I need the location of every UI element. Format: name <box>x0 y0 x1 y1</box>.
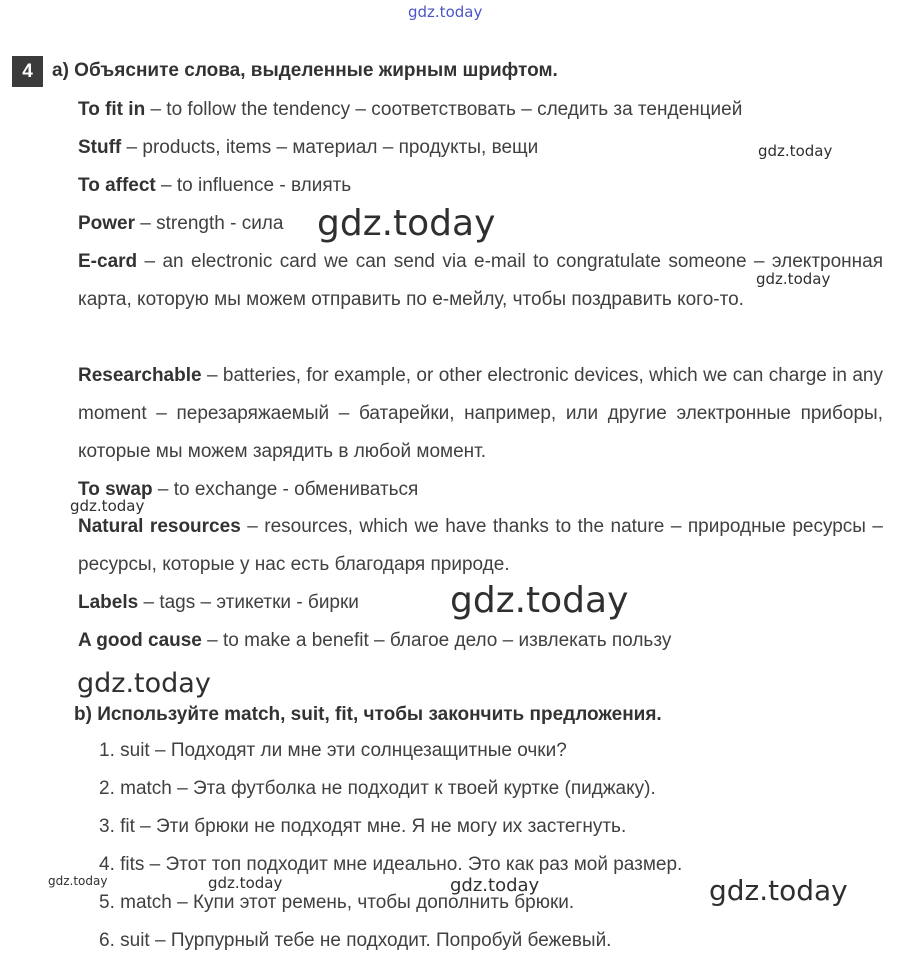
watermark: gdz.today <box>48 874 108 888</box>
answer-2: 2. match – Эта футболка не подходит к твоей куртке (пиджаку). <box>99 778 656 799</box>
part-b-heading: b) Используйте match, suit, fit, чтобы закончить предложения. <box>74 704 662 725</box>
part-a-heading: a) Объясните слова, выделенные жирным шрифтом. <box>52 60 558 81</box>
entry-definition: – to follow the tendency – соответствовать – следить за тенденцией <box>145 99 743 120</box>
entry-definition: – resources, which we have thanks to the nature – природные ресурсы – ресурсы, которые у нас есть благодаря природе. <box>78 516 883 575</box>
entry-term: Power <box>78 213 136 234</box>
entry-definition: – an electronic card we can send via e-mail to congratulate someone – электронная карта, которую мы можем отправить по е-мейлу, чтобы поздравить кого-то. <box>78 251 883 310</box>
entry-term: To fit in <box>78 99 146 120</box>
entry-definition: – products, items – материал – продукты, вещи <box>121 137 539 158</box>
entry-definition: – to influence - влиять <box>155 175 352 196</box>
watermark: gdz.today <box>70 497 145 515</box>
watermark-medium: gdz.today <box>77 668 211 699</box>
answer-6: 6. suit – Пурпурный тебе не подходит. Попробуй бежевый. <box>99 930 612 951</box>
watermark-top: gdz.today <box>408 3 483 21</box>
watermark-large: gdz.today <box>450 580 629 621</box>
answer-1: 1. suit – Подходят ли мне эти солнцезащитные очки? <box>99 740 567 761</box>
entry-natural-resources <box>78 508 883 584</box>
entry-term: To swap <box>78 479 153 500</box>
entry-term: To affect <box>78 175 156 196</box>
entry-to-affect <box>78 167 883 205</box>
answer-4: 4. fits – Этот топ подходит мне идеально. Это как раз мой размер. <box>99 854 683 875</box>
answer-5: 5. match – Купи этот ремень, чтобы дополнить брюки. <box>99 892 575 913</box>
watermark-large: gdz.today <box>317 203 496 244</box>
entry-to-fit-in <box>78 91 883 129</box>
entry-definition: – strength - сила <box>135 213 284 234</box>
entry-a-good-cause <box>78 622 883 660</box>
entry-term: Researchable <box>78 365 202 386</box>
answer-3: 3. fit – Эти брюки не подходят мне. Я не могу их застегнуть. <box>99 816 627 837</box>
watermark: gdz.today <box>758 142 833 160</box>
watermark: gdz.today <box>450 875 540 896</box>
exercise-number-badge: 4 <box>12 56 43 87</box>
entry-term: E-card <box>78 251 138 272</box>
entry-to-swap <box>78 471 883 509</box>
entry-definition: – tags – этикетки - бирки <box>138 592 359 613</box>
watermark: gdz.today <box>756 270 831 288</box>
entry-term: Labels <box>78 592 139 613</box>
watermark: gdz.today <box>208 874 283 892</box>
entry-definition: – batteries, for example, or other electronic devices, which we can charge in any moment – перезаряжаемый – батарейки, например, или другие электронные приборы, которые мы можем зарядить в любой момент. <box>78 365 883 462</box>
entry-definition: – to make a benefit – благое дело – извлекать пользу <box>201 630 672 651</box>
entry-term: Stuff <box>78 137 122 158</box>
entry-term: A good cause <box>78 630 202 651</box>
entry-term: Natural resources <box>78 516 241 537</box>
watermark-medium: gdz.today <box>709 874 848 907</box>
entry-definition: – to exchange - обмениваться <box>152 479 419 500</box>
entry-researchable <box>78 357 883 471</box>
